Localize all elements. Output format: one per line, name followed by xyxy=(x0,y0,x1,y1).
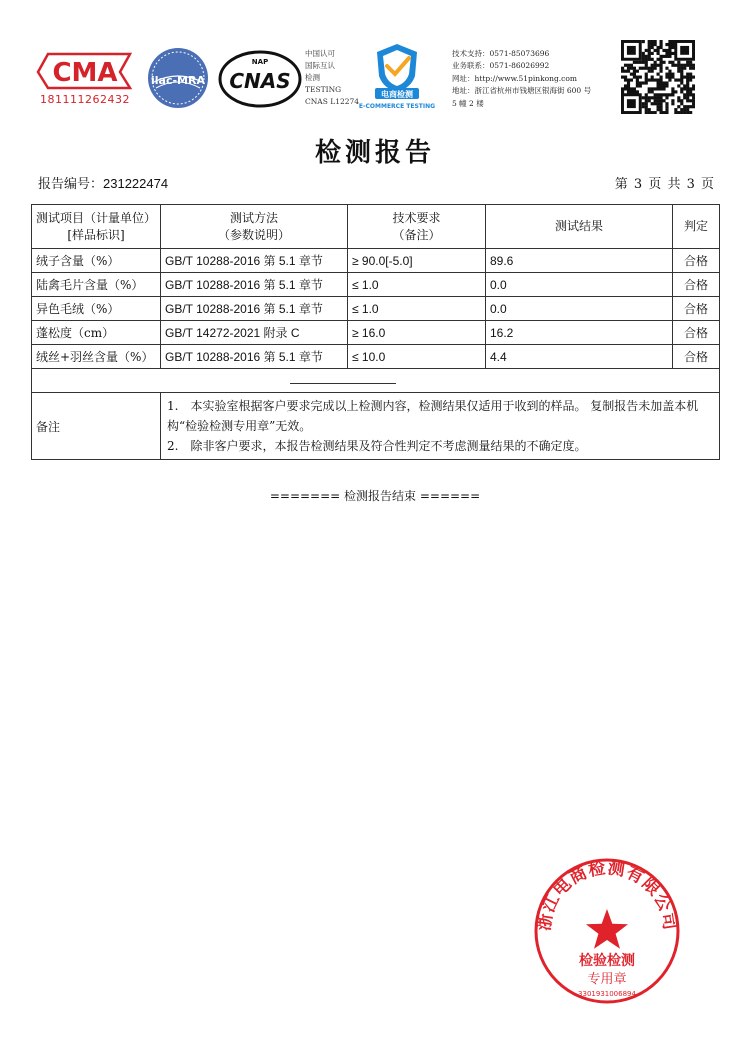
cma-logo xyxy=(34,48,136,110)
cnas-line: 中国认可 xyxy=(305,49,335,58)
cell-result: 4.4 xyxy=(486,345,673,369)
cell-result: 89.6 xyxy=(486,249,673,273)
report-number-label: 报告编号： xyxy=(38,177,104,192)
table-row xyxy=(32,345,720,369)
header-method-line1: 测试方法 xyxy=(229,210,278,225)
cell-item: 绒丝+羽丝含量（%） xyxy=(32,345,161,369)
table-blank-row xyxy=(32,369,720,393)
cell-item: 绒子含量（%） xyxy=(32,249,161,273)
cnas-line: 检测 xyxy=(305,73,320,82)
header-result-label: 测试结果 xyxy=(554,219,603,233)
header-req-line2: （备注） xyxy=(392,227,441,242)
business-line: 业务联系：0571-86026992 xyxy=(452,61,550,71)
cell-verdict: 合格 xyxy=(673,297,720,321)
tech-support-line: 技术支持：0571-85073696 xyxy=(452,49,550,58)
contact-info xyxy=(452,48,612,110)
report-header xyxy=(0,0,750,130)
notes-label: 备注 xyxy=(32,393,161,460)
stamp-center-line1: 检验检测 xyxy=(579,953,635,969)
note-item: 2. 除非客户要求，本报告检测结果及符合性判定不考虑测量结果的不确定度。 xyxy=(167,439,587,453)
header-item-line1: 测试项目（计量单位） xyxy=(36,210,157,225)
cnas-logo-text: CNAS xyxy=(229,69,291,93)
table-header-row xyxy=(32,205,720,249)
ec-logo-en: E-COMMERCE TESTING xyxy=(358,103,436,110)
cell-verdict: 合格 xyxy=(673,273,720,297)
cell-verdict: 合格 xyxy=(673,249,720,273)
cell-method: GB/T 14272-2021 附录 C xyxy=(161,321,348,345)
address-line-2: 5 幢 2 楼 xyxy=(452,98,484,108)
cnas-logo xyxy=(218,50,302,108)
cell-item: 异色毛绒（%） xyxy=(32,297,161,321)
stamp-ring-text: 浙江电商检测有限公司 xyxy=(534,858,680,933)
ilac-mra-logo xyxy=(146,46,210,110)
ecommerce-testing-logo xyxy=(357,42,437,110)
address-line: 地址：浙江省杭州市钱塘区银海街 600 号 xyxy=(452,86,592,96)
notes-row xyxy=(32,393,720,460)
table-row xyxy=(32,249,720,273)
table-row xyxy=(32,297,720,321)
header-result xyxy=(486,205,673,249)
table-row xyxy=(32,321,720,345)
cell-item: 蓬松度（cm） xyxy=(32,321,161,345)
notes-content xyxy=(161,393,720,460)
ec-logo-cn: 电商检测 xyxy=(381,90,413,99)
cell-requirement: ≤ 10.0 xyxy=(348,345,486,369)
cell-method: GB/T 10288-2016 第 5.1 章节 xyxy=(161,249,348,273)
cma-number: 181111262432 xyxy=(40,93,130,106)
stamp-center-line2: 专用章 xyxy=(587,972,627,987)
qr-code xyxy=(621,40,695,114)
report-end-marker: ======= 检测报告结束 ====== xyxy=(269,489,481,503)
note-item: 1. 本实验室根据客户要求完成以上检测内容，检测结果仅适用于收到的样品。 复制报告未加盖本机构“检验检测专用章”无效。 xyxy=(167,399,699,433)
cell-item: 陆禽毛片含量（%） xyxy=(32,273,161,297)
cnas-line: TESTING xyxy=(305,85,342,94)
header-verdict xyxy=(673,205,720,249)
header-verdict-label: 判定 xyxy=(683,219,708,233)
cell-method: GB/T 10288-2016 第 5.1 章节 xyxy=(161,345,348,369)
header-method xyxy=(161,205,348,249)
header-method-line2: （参数说明） xyxy=(217,227,290,242)
official-seal-stamp xyxy=(533,857,681,1005)
stamp-number: 3301931006894 xyxy=(578,990,636,998)
results-table xyxy=(31,204,720,460)
header-req-line1: 技术要求 xyxy=(392,210,441,225)
cell-result: 0.0 xyxy=(486,273,673,297)
cell-verdict: 合格 xyxy=(673,321,720,345)
cell-verdict: 合格 xyxy=(673,345,720,369)
table-row xyxy=(32,273,720,297)
cnas-line: CNAS L12274 xyxy=(305,97,360,106)
svg-text:CMA: CMA xyxy=(52,58,118,88)
page-indicator: 第 3 页 共 3 页 xyxy=(614,177,714,192)
cell-requirement: ≤ 1.0 xyxy=(348,297,486,321)
header-requirement xyxy=(348,205,486,249)
report-number-value: 231222474 xyxy=(103,176,169,191)
cell-requirement: ≤ 1.0 xyxy=(348,273,486,297)
header-item xyxy=(32,205,161,249)
page-title: 检测报告 xyxy=(314,138,435,168)
cnas-top-text: NAP xyxy=(251,58,269,66)
website-line: 网址：http://www.51pinkong.com xyxy=(452,73,577,83)
cell-requirement: ≥ 16.0 xyxy=(348,321,486,345)
ilac-logo-text: ilac-MRA xyxy=(151,74,205,87)
blank-cell xyxy=(32,369,720,393)
cell-result: 0.0 xyxy=(486,297,673,321)
cell-requirement: ≥ 90.0[-5.0] xyxy=(348,249,486,273)
section-divider-line xyxy=(290,383,396,384)
header-item-line2: [样品标识] xyxy=(67,227,125,242)
cell-method: GB/T 10288-2016 第 5.1 章节 xyxy=(161,297,348,321)
cnas-line: 国际互认 xyxy=(305,61,335,70)
cell-result: 16.2 xyxy=(486,321,673,345)
report-number xyxy=(38,173,168,192)
cell-method: GB/T 10288-2016 第 5.1 章节 xyxy=(161,273,348,297)
